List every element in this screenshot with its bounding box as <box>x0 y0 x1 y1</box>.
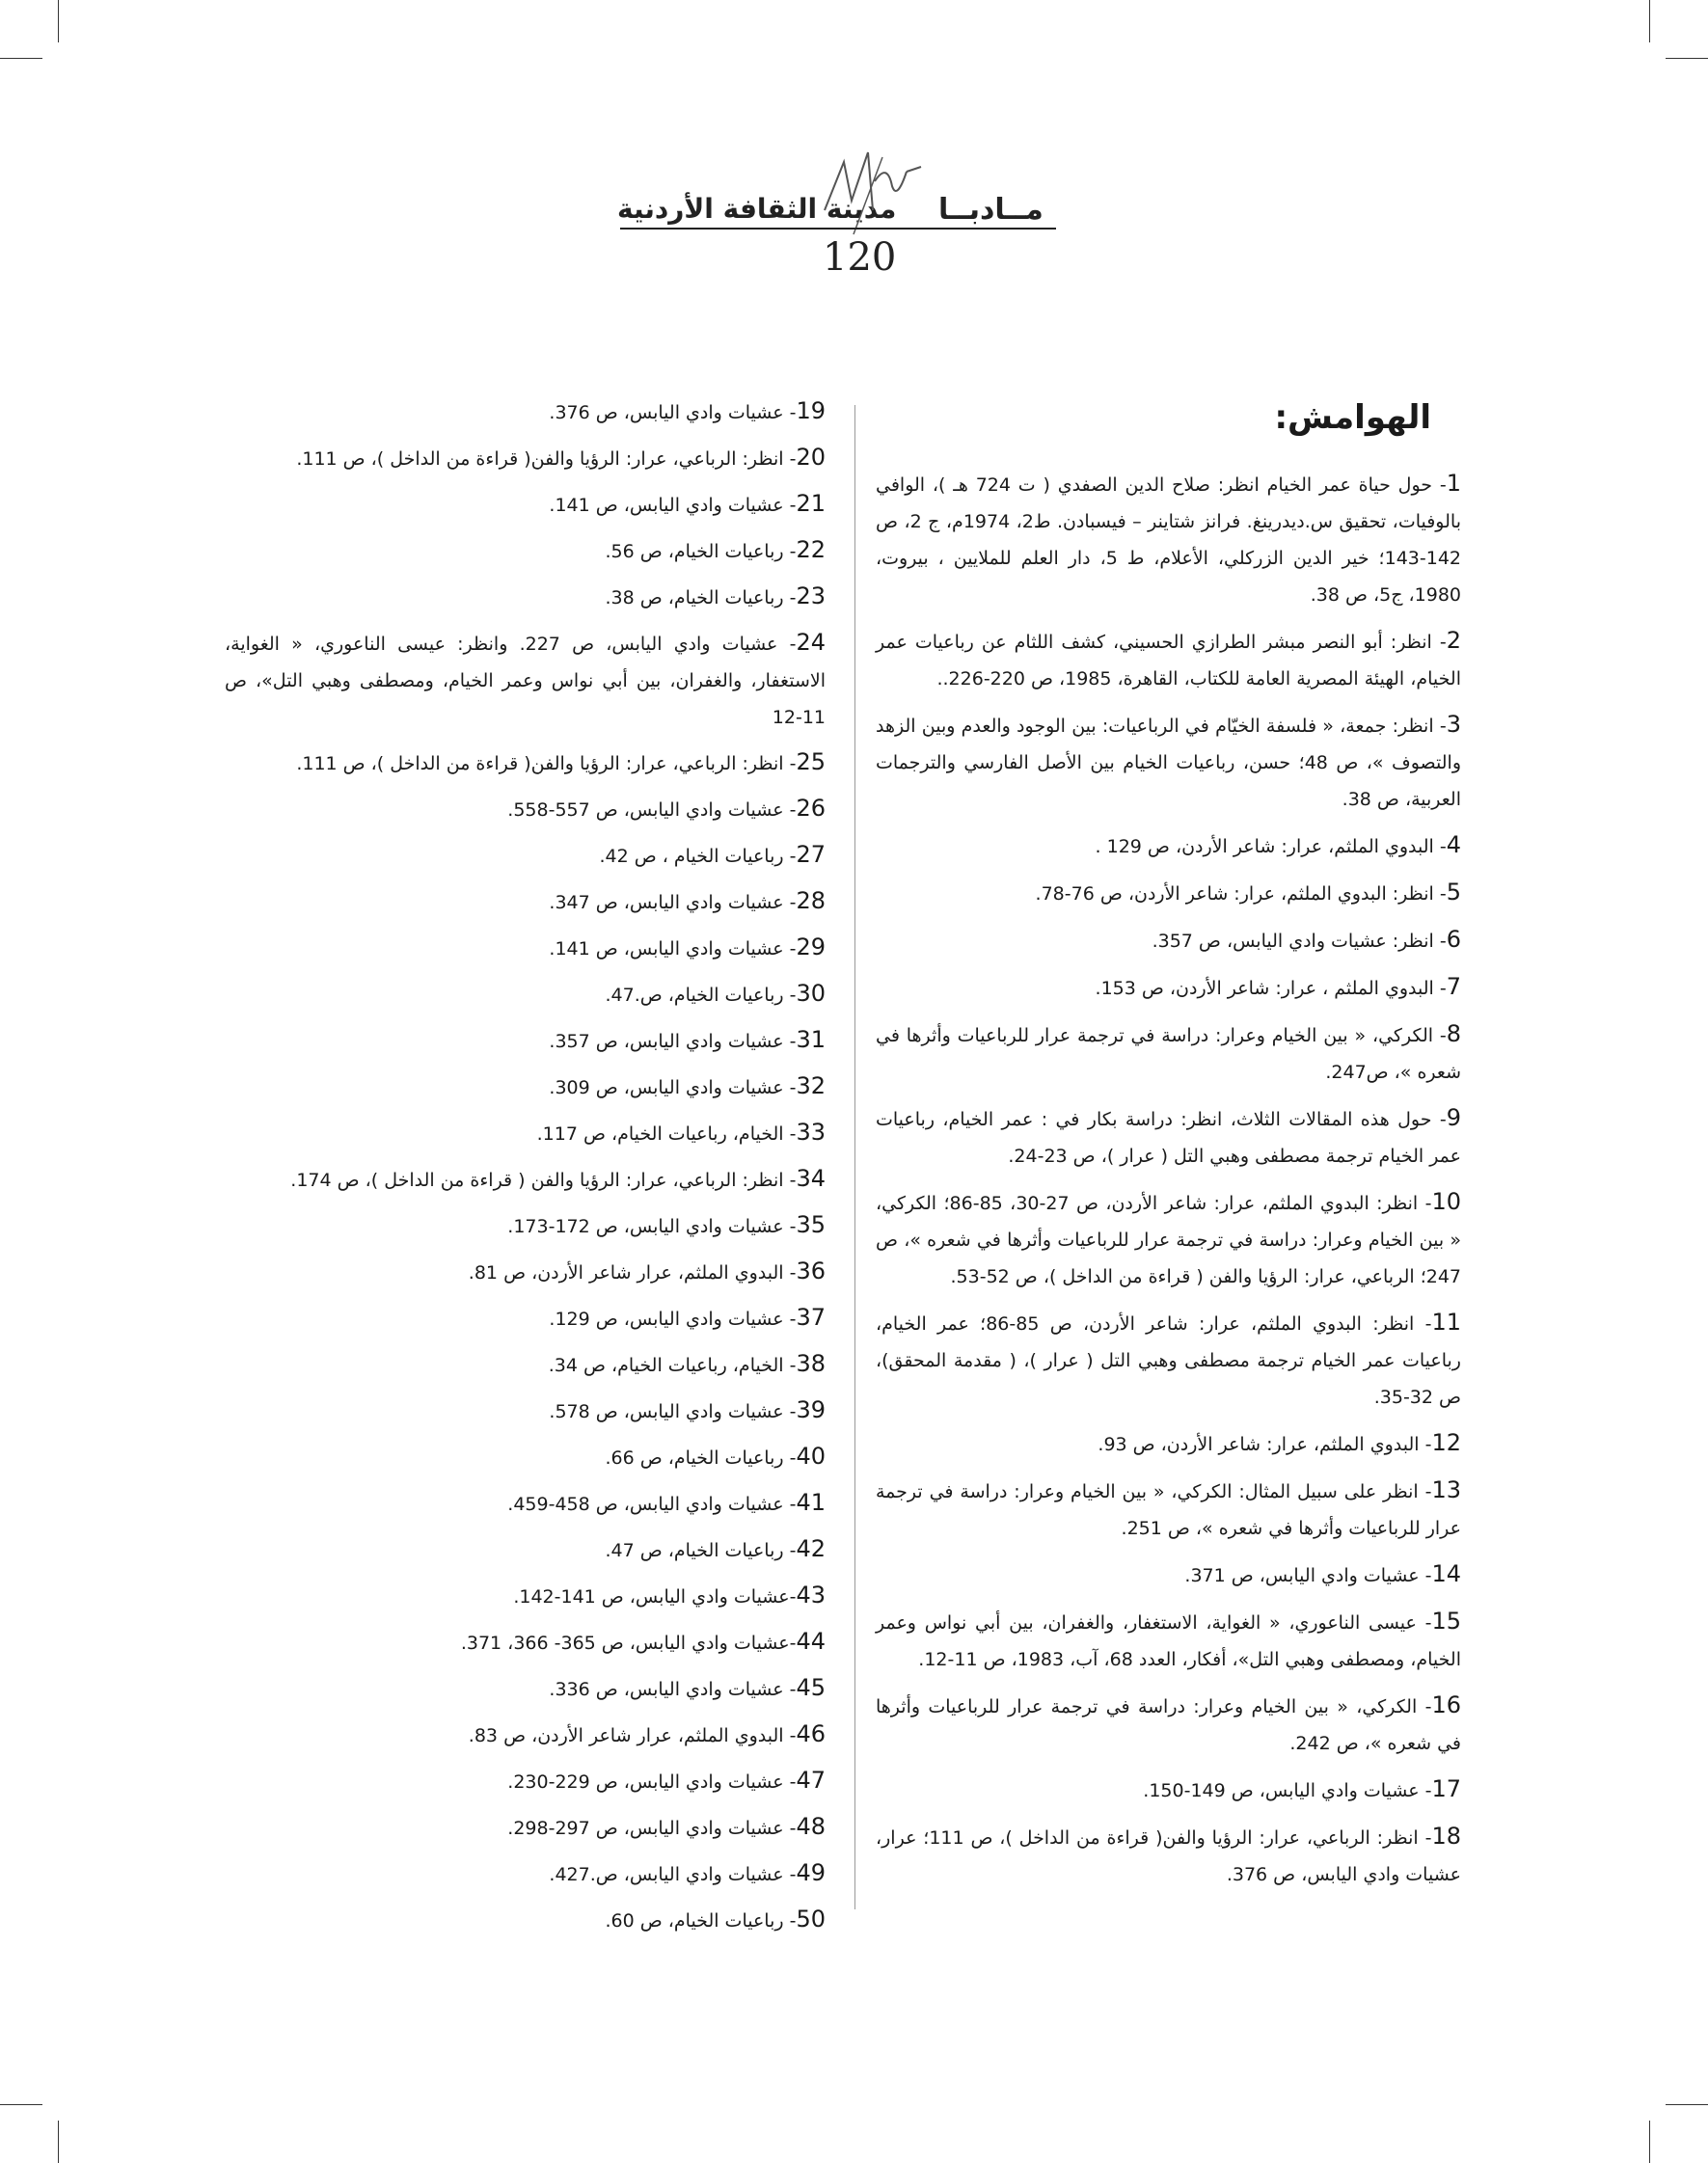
footnote-text: - عشيات وادي اليابس، ص 129. <box>549 1309 797 1330</box>
footnote-text: - عشيات وادي اليابس، ص 229-230. <box>507 1771 797 1793</box>
footnote-text: - انظر: أبو النصر مبشر الطرازي الحسيني، كشف اللثام عن رباعيات عمر الخيام، الهيئة المصرية العامة للكتاب، القاهرة، 1985، ص 220-226.. <box>876 632 1461 689</box>
footnote-text: - البدوي الملثم، عرار شاعر الأردن، ص 83. <box>468 1725 797 1746</box>
footnote-text: - انظر: جمعة، « فلسفة الخيّام في الرباعيات: بين الوجود والعدم وبين الزهد والتصوف »، ص 48؛ حسن، رباعيات الخيام بين الأصل الفارسي والترجمات العربية، ص 38. <box>876 716 1461 810</box>
footnote-text: - عشيات وادي اليابس، ص 376. <box>549 402 797 423</box>
footnote <box>225 1438 826 1476</box>
footnote <box>225 1484 826 1523</box>
footnote-text: - عشيات وادي اليابس، ص 336. <box>549 1679 797 1700</box>
footnote <box>225 744 826 782</box>
crop-mark <box>1666 2104 1708 2105</box>
footnote-text: - البدوي الملثم، عرار: شاعر الأردن، ص 129 . <box>1095 836 1447 857</box>
footnote-number: 41 <box>796 1489 826 1516</box>
footnote-text: - الكركي، « بين الخيام وعرار: دراسة في ترجمة عرار للرباعيات وأثرها في شعره »، ص247. <box>876 1025 1461 1083</box>
footnote <box>225 1716 826 1754</box>
footnote-number: 19 <box>796 397 826 424</box>
footnote-text: - البدوي الملثم، عرار: شاعر الأردن، ص 93. <box>1098 1434 1432 1455</box>
footnote <box>876 1818 1461 1893</box>
crop-mark <box>1666 58 1708 59</box>
footnote-number: 35 <box>796 1211 826 1238</box>
footnote-text: - انظر: الرباعي، عرار: الرؤيا والفن( قراءة من الداخل )، ص 111؛ عرار، عشيات وادي اليابس، ص 376. <box>876 1827 1461 1885</box>
footnote-text: -عشيات وادي اليابس، ص 141-142. <box>513 1586 797 1608</box>
footnote-text: - الخيام، رباعيات الخيام، ص 117. <box>536 1123 797 1145</box>
footnote <box>225 1299 826 1338</box>
footnote <box>225 392 826 431</box>
footnote-text: -عشيات وادي اليابس، ص 365- 366، 371. <box>460 1633 797 1654</box>
footnote-text: - عشيات وادي اليابس، ص 141. <box>549 938 797 960</box>
footnote-number: 43 <box>796 1582 826 1609</box>
footnote-number: 33 <box>796 1119 826 1146</box>
footnote <box>225 624 826 736</box>
footnote <box>876 921 1461 960</box>
footnote <box>225 882 826 921</box>
footnote-number: 11 <box>1431 1309 1461 1336</box>
footnote <box>225 1068 826 1106</box>
footnote-number: 21 <box>796 490 826 517</box>
footnote-number: 1 <box>1446 470 1461 497</box>
footnote-number: 42 <box>796 1535 826 1562</box>
footnote-number: 7 <box>1446 973 1461 1000</box>
footnote-text: - عشيات وادي اليابس، ص 371. <box>1184 1565 1432 1586</box>
footnote-number: 10 <box>1431 1188 1462 1215</box>
footnote <box>225 975 826 1014</box>
footnote <box>225 1160 826 1199</box>
footnote-text: - عشيات وادي اليابس، ص 347. <box>549 892 797 913</box>
footnote <box>876 465 1461 613</box>
footnote-number: 15 <box>1431 1608 1461 1635</box>
footnote <box>225 1114 826 1152</box>
footnote-text: - حول حياة عمر الخيام انظر: صلاح الدين الصفدي ( ت 724 هـ )، الوافي بالوفيات، تحقيق س.ديدرينغ. فرانز شتاينر – فيسبادن. ط2، 1974م، ج 2، ص 142-143؛ خير الدين الزركلي، الأعلام، ط 5، دار العلم للملايين ، بيروت، 1980، ج5، ص 38. <box>876 474 1461 606</box>
footnote <box>225 929 826 967</box>
footnote-number: 34 <box>796 1165 826 1192</box>
footnote <box>876 1015 1461 1091</box>
footnote-text: - عشيات وادي اليابس، ص 458-459. <box>507 1494 797 1515</box>
footnote <box>876 622 1461 697</box>
footnote <box>876 826 1461 865</box>
footnote-text: - عشيات وادي اليابس، ص.427. <box>549 1864 797 1885</box>
footnote-number: 46 <box>796 1720 826 1747</box>
footnote <box>225 1577 826 1615</box>
footnote <box>225 1206 826 1245</box>
footnote-number: 38 <box>796 1350 826 1377</box>
footnote <box>225 1021 826 1060</box>
section-title: الهوامش: <box>1274 398 1431 437</box>
footnote-text: - انظر على سبيل المثال: الكركي، « بين الخيام وعرار: دراسة في ترجمة عرار للرباعيات وأثرها في شعره »، ص 251. <box>876 1481 1461 1539</box>
footnote-number: 2 <box>1446 627 1461 654</box>
footnote-text: - عشيات وادي اليابس، ص 357. <box>549 1031 797 1052</box>
footnote-number: 6 <box>1446 926 1461 953</box>
footnote-number: 31 <box>796 1026 826 1053</box>
crop-mark <box>58 0 59 42</box>
footnote-text: - انظر: البدوي الملثم، عرار: شاعر الأردن، ص 76-78. <box>1035 883 1447 905</box>
footnote <box>876 1555 1461 1594</box>
header-magazine: مــادبــا <box>938 193 1044 227</box>
crop-mark <box>1649 0 1650 42</box>
footnote-text: - الكركي، « بين الخيام وعرار: دراسة في ترجمة عرار للرباعيات وأثرها في شعره »، ص 242. <box>876 1696 1461 1754</box>
footnote-number: 13 <box>1431 1476 1461 1503</box>
footnote-number: 17 <box>1431 1775 1461 1802</box>
footnote-text: - رباعيات الخيام، ص 60. <box>605 1910 797 1932</box>
footnote-number: 40 <box>796 1443 826 1470</box>
footnote-text: - عشيات وادي اليابس، ص 297-298. <box>507 1818 797 1839</box>
footnote <box>225 1901 826 1939</box>
footnote <box>225 836 826 875</box>
header-city: مدينة الثقافة الأردنية <box>617 193 897 225</box>
footnote-number: 4 <box>1446 831 1461 858</box>
footnote <box>225 1253 826 1291</box>
footnote-number: 48 <box>796 1813 826 1840</box>
footnote-number: 29 <box>796 933 826 960</box>
footnote-text: - عشيات وادي اليابس، ص 557-558. <box>507 799 797 821</box>
footnote-text: - انظر: عشيات وادي اليابس، ص 357. <box>1152 931 1447 952</box>
footnote-number: 3 <box>1446 711 1461 738</box>
header-rule <box>620 228 1056 230</box>
footnote <box>225 1669 826 1708</box>
footnote-number: 36 <box>796 1257 826 1284</box>
footnote <box>225 790 826 828</box>
footnote <box>876 1304 1461 1416</box>
footnote-number: 23 <box>796 582 826 609</box>
footnote <box>225 1854 826 1893</box>
footnote-text: - رباعيات الخيام، ص 56. <box>605 541 797 562</box>
footnote-number: 49 <box>796 1859 826 1886</box>
footnote-text: - رباعيات الخيام، ص 47. <box>605 1540 797 1561</box>
crop-mark <box>0 2104 42 2105</box>
footnote <box>225 1530 826 1569</box>
footnote-text: - عيسى الناعوري، « الغواية، الاستغفار، والغفران، بين أبي نواس وعمر الخيام، ومصطفى وهبي التل»، أفكار، العدد 68، آب، 1983، ص 11-12. <box>876 1612 1461 1670</box>
footnote-text: - عشيات وادي اليابس، ص 309. <box>549 1077 797 1098</box>
footnote <box>876 1099 1461 1175</box>
footnote <box>225 531 826 570</box>
footnote <box>225 1392 826 1430</box>
footnote-text: - انظر: الرباعي، عرار: الرؤيا والفن( قراءة من الداخل )، ص 111. <box>296 448 797 470</box>
footnote-text: - البدوي الملثم ، عرار: شاعر الأردن، ص 153. <box>1095 978 1447 999</box>
footnote-text: - رباعيات الخيام، ص.47. <box>605 985 797 1006</box>
footnote-text: - انظر: الرباعي، عرار: الرؤيا والفن( قراءة من الداخل )، ص 111. <box>296 753 797 774</box>
footnote-number: 30 <box>796 980 826 1007</box>
column-divider <box>854 405 855 1909</box>
footnote <box>876 1771 1461 1809</box>
footnote-number: 9 <box>1446 1104 1461 1131</box>
footnote <box>225 1623 826 1662</box>
footnote-number: 37 <box>796 1304 826 1331</box>
footnote-text: - رباعيات الخيام، ص 66. <box>605 1447 797 1469</box>
footnote-number: 14 <box>1431 1560 1461 1587</box>
footnote <box>876 1183 1461 1295</box>
footnote-number: 5 <box>1446 879 1461 906</box>
footnote-number: 47 <box>796 1767 826 1794</box>
footnote-number: 8 <box>1446 1020 1461 1047</box>
footnote <box>225 578 826 616</box>
footnote-number: 22 <box>796 536 826 563</box>
footnote <box>876 968 1461 1007</box>
crop-mark <box>1649 2121 1650 2163</box>
footnote <box>876 874 1461 912</box>
footnote-number: 50 <box>796 1906 826 1933</box>
footnote-number: 25 <box>796 748 826 775</box>
footnote-text: - عشيات وادي اليابس، ص 149-150. <box>1143 1780 1432 1801</box>
footnote <box>876 1424 1461 1463</box>
footnote-number: 44 <box>796 1628 826 1655</box>
footnote <box>876 1687 1461 1762</box>
footnote-number: 27 <box>796 841 826 868</box>
footnote-number: 12 <box>1431 1429 1461 1456</box>
footnote-text: - عشيات وادي اليابس، ص 227. وانظر: عيسى الناعوري، « الغواية، الاستغفار، والغفران، بين أبي نواس وعمر الخيام، ومصطفى وهبي التل»، ص 11-12 <box>225 634 826 728</box>
footnote-number: 24 <box>796 629 826 656</box>
footnote-number: 16 <box>1431 1691 1461 1718</box>
footnote-text: - عشيات وادي اليابس، ص 172-173. <box>507 1216 797 1237</box>
notes-column-right <box>876 465 1461 1902</box>
footnote <box>225 1345 826 1384</box>
footnote <box>876 1472 1461 1547</box>
footnote-number: 45 <box>796 1674 826 1701</box>
footnote-text: - انظر: البدوي الملثم، عرار: شاعر الأردن، ص 27-30، 85-86؛ الكركي، « بين الخيام وعرار: دراسة في ترجمة عرار للرباعيات وأثرها في شعره »، ص 247؛ الرباعي، عرار: الرؤيا والفن ( قراءة من الداخل )، ص 52-53. <box>876 1193 1461 1287</box>
footnote <box>225 1808 826 1847</box>
footnote <box>225 439 826 477</box>
footnote-number: 28 <box>796 887 826 914</box>
footnote-text: - عشيات وادي اليابس، ص 578. <box>549 1401 797 1422</box>
page-number: 120 <box>823 235 897 280</box>
footnote-text: - البدوي الملثم، عرار شاعر الأردن، ص 81. <box>468 1262 797 1284</box>
footnote <box>225 1762 826 1800</box>
footnote-number: 20 <box>796 444 826 471</box>
footnote-number: 32 <box>796 1072 826 1099</box>
footnote <box>876 1603 1461 1678</box>
footnote-text: - انظر: الرباعي، عرار: الرؤيا والفن ( قراءة من الداخل )، ص 174. <box>290 1170 797 1191</box>
crop-mark <box>0 58 42 59</box>
footnote-text: - الخيام، رباعيات الخيام، ص 34. <box>548 1355 797 1376</box>
footnote-number: 39 <box>796 1396 826 1423</box>
footnote-number: 26 <box>796 795 826 822</box>
footnote-text: - انظر: البدوي الملثم، عرار: شاعر الأردن، ص 85-86؛ عمر الخيام، رباعيات عمر الخيام ترجمة مصطفى وهبي التل ( عرار )، ( مقدمة المحقق)، ص 32-35. <box>876 1313 1461 1408</box>
footnote-text: - رباعيات الخيام ، ص 42. <box>599 846 797 867</box>
footnote-text: - رباعيات الخيام، ص 38. <box>605 587 797 608</box>
footnote-text: - عشيات وادي اليابس، ص 141. <box>549 495 797 516</box>
footnote-text: - حول هذه المقالات الثلاث، انظر: دراسة بكار في : عمر الخيام، رباعيات عمر الخيام ترجمة مصطفى وهبي التل ( عرار )، ص 23-24. <box>876 1109 1461 1167</box>
footnote <box>876 706 1461 818</box>
footnote-number: 18 <box>1431 1823 1461 1850</box>
notes-column-left <box>225 392 826 1947</box>
crop-mark <box>58 2121 59 2163</box>
footnote <box>225 485 826 524</box>
